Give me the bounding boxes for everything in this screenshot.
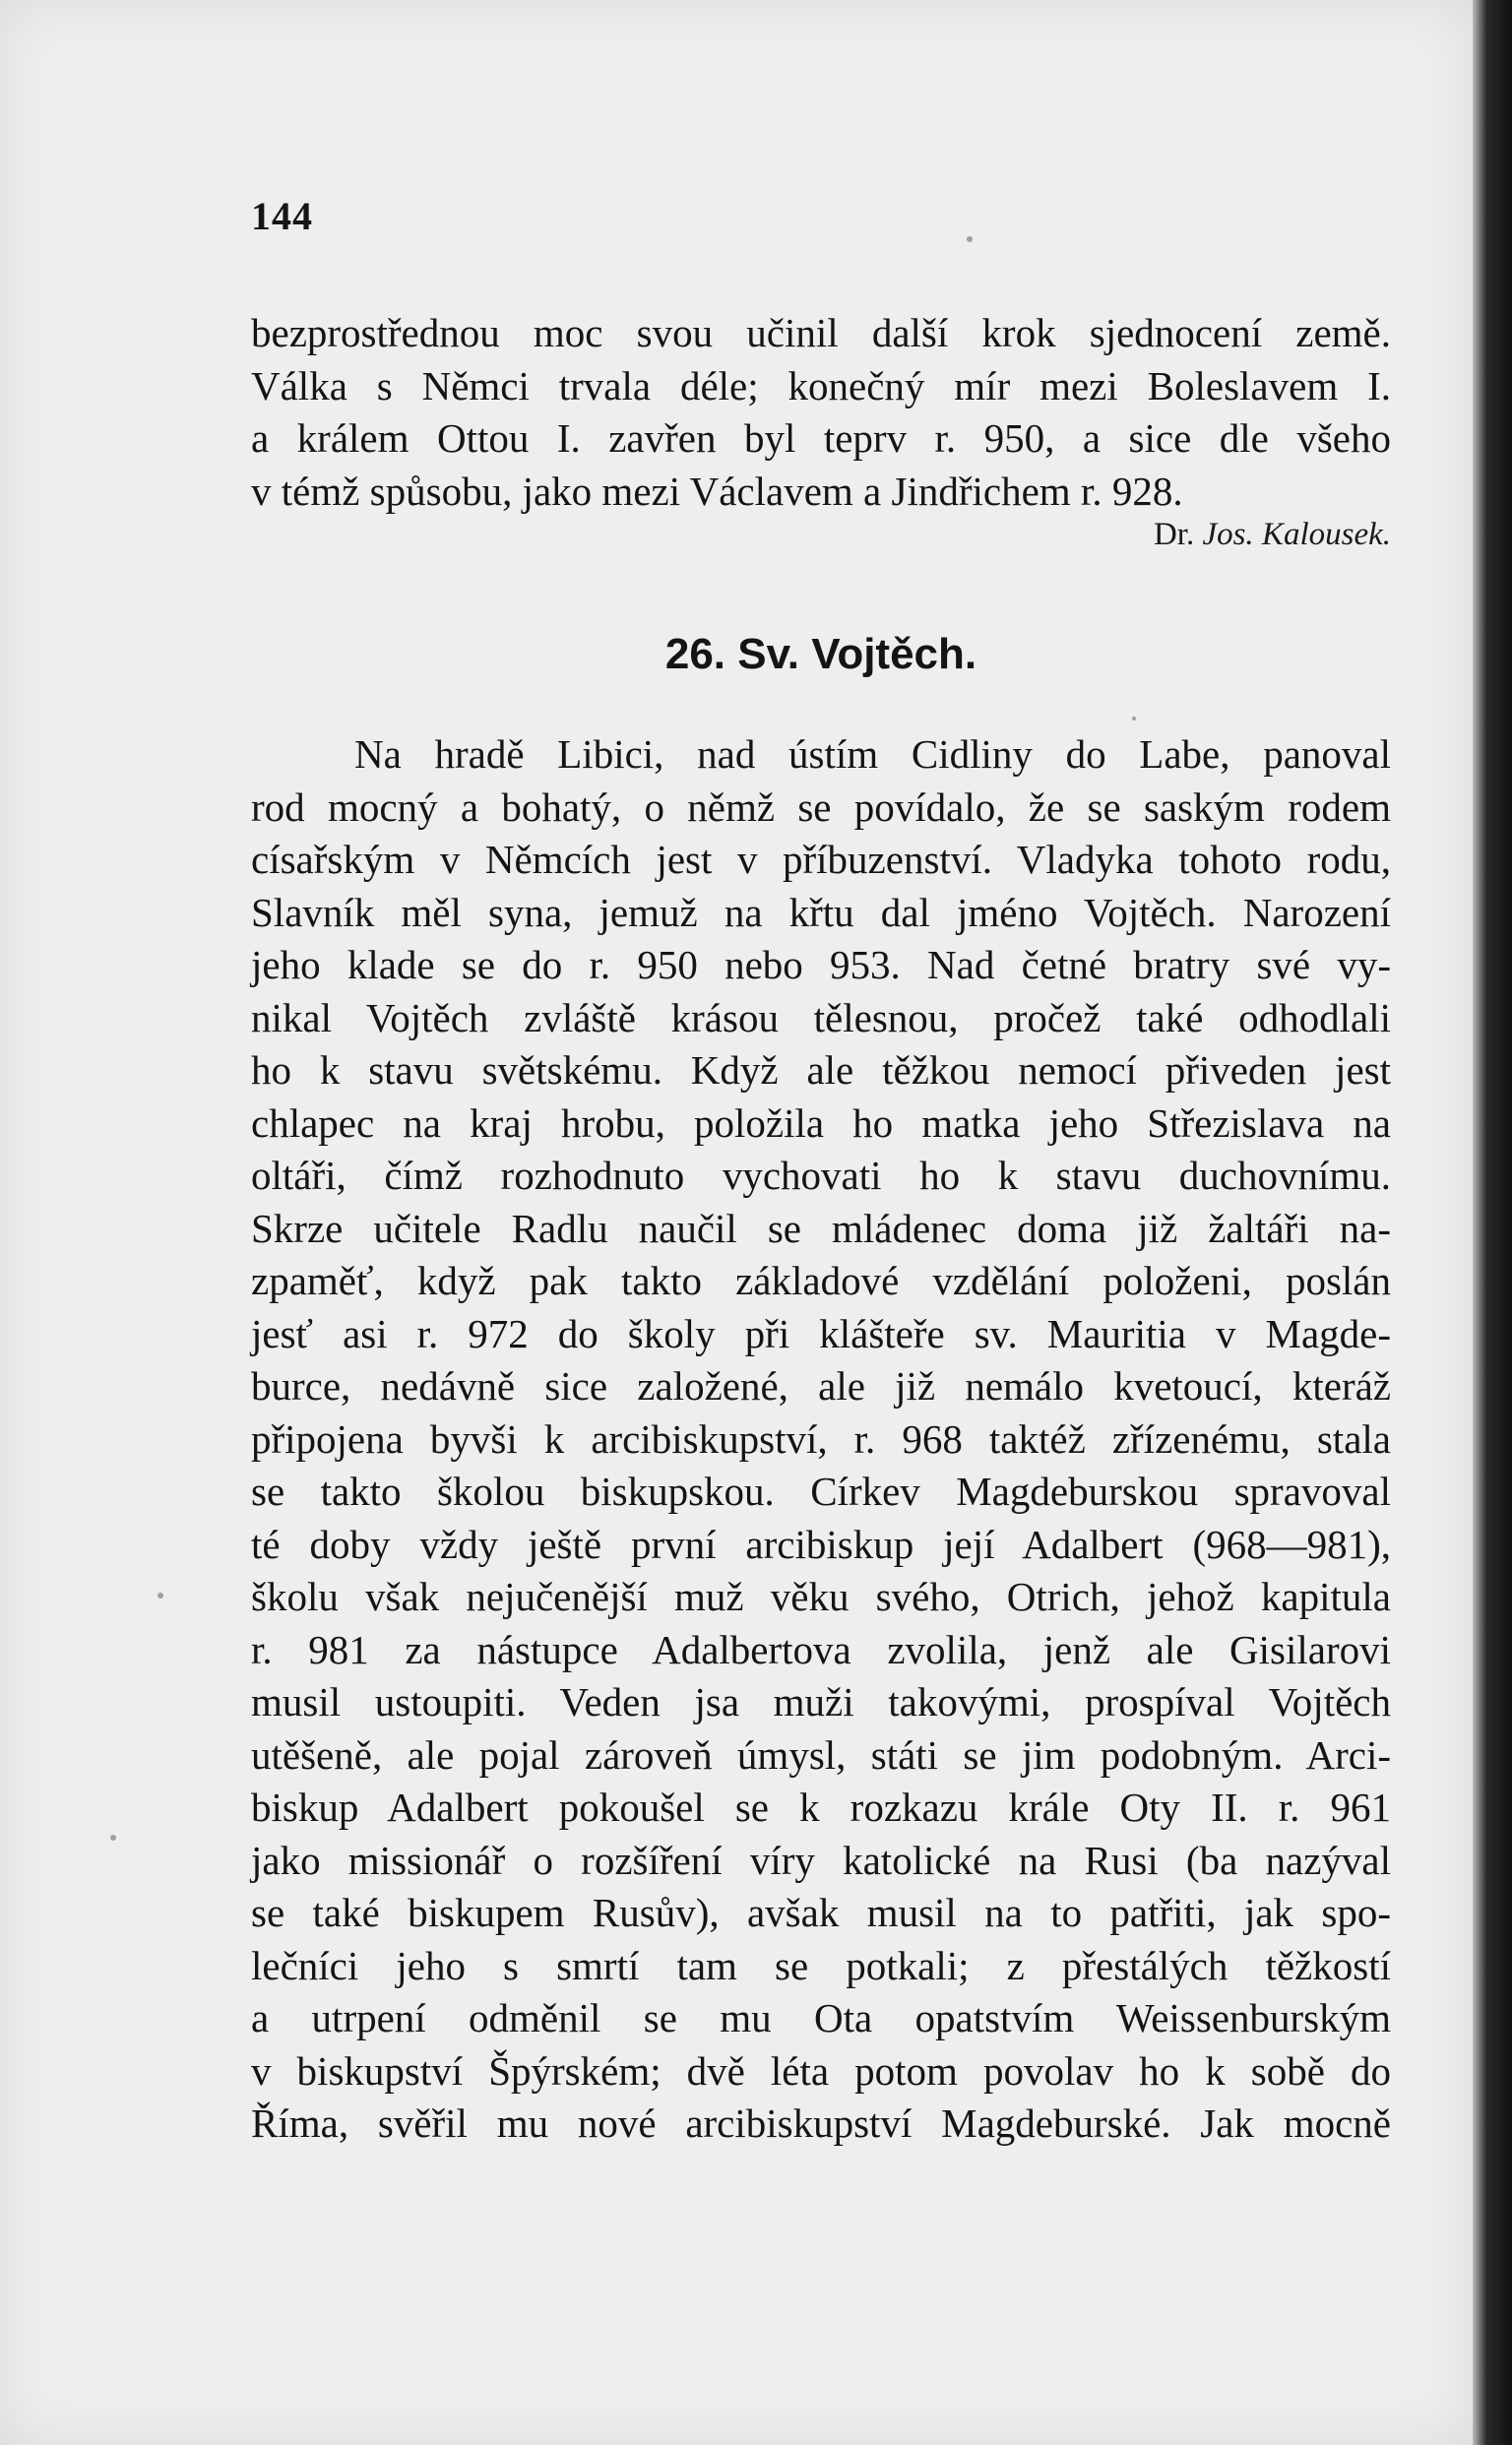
text-line: lečníci jeho s smrtí tam se potkali; z přestálých těžkostí — [251, 1942, 1391, 1988]
text-line: a králem Ottou I. zavřen byl teprv r. 950, a sice dle všeho — [251, 415, 1391, 461]
paper-speck — [967, 236, 973, 242]
page-number: 144 — [251, 194, 313, 238]
text-line: burce, nedávně sice založené, ale již nemálo kvetoucí, kteráž — [251, 1363, 1391, 1409]
text-line: rod mocný a bohatý, o němž se povídalo, že se saským rodem — [251, 784, 1391, 830]
text-line: se takto školou biskupskou. Církev Magdeburskou spravoval — [251, 1469, 1391, 1514]
text-line: bezprostřednou moc svou učinil další krok sjednocení země. — [251, 310, 1391, 355]
text-line: zpaměť, když pak takto základové vzdělání položeni, poslán — [251, 1258, 1391, 1303]
text-line: Na hradě Libici, nad ústím Cidliny do Labe, panoval — [354, 731, 1391, 777]
text-line: v biskupství Špýrském; dvě léta potom povolav ho k sobě do — [251, 2047, 1391, 2094]
paper-speck — [1132, 717, 1136, 721]
paragraph-continuation — [251, 307, 1391, 518]
text-line: se také biskupem Rusův), avšak musil na to patřiti, jak spo- — [251, 1890, 1391, 1935]
paper-speck — [158, 1593, 163, 1599]
book-spine-edge — [1473, 0, 1512, 2445]
paper-speck — [110, 1835, 116, 1841]
text-line: oltáři, čímž rozhodnuto vychovati ho k stavu duchovnímu. — [251, 1153, 1391, 1198]
text-line: chlapec na kraj hrobu, položila ho matka jeho Střezislava na — [251, 1099, 1391, 1146]
text-line: biskup Adalbert pokoušel se k rozkazu krále Oty II. r. 961 — [251, 1785, 1391, 1830]
text-line: jako missionář o rozšíření víry katolické na Rusi (ba nazýval — [251, 1837, 1391, 1883]
text-line: té doby vždy ještě první arcibiskup její Adalbert (968—981), — [251, 1521, 1391, 1567]
signature-prefix: Dr. — [1153, 517, 1195, 552]
text-line: Válka s Němci trvala déle; konečný mír mezi Boleslavem I. — [251, 362, 1391, 408]
text-line: Říma, svěřil mu nové arcibiskupství Magdeburské. Jak mocně — [251, 2100, 1391, 2146]
signature-name: Jos. Kalousek. — [1202, 517, 1391, 552]
author-signature — [251, 517, 1391, 566]
section-heading: 26. Sv. Vojtěch. — [664, 630, 977, 678]
text-line: v témž spůsobu, jako mezi Václavem a Jindřichem r. 928. — [251, 468, 1183, 514]
text-line: Skrze učitele Radlu naučil se mládenec doma již žaltáři na- — [251, 1205, 1391, 1251]
text-line: císařským v Němcích jest v příbuzenství. Vladyka tohoto rodu, — [251, 837, 1391, 882]
text-line: připojena byvši k arcibiskupství, r. 968 taktéž zřízenému, stala — [251, 1415, 1391, 1462]
paragraph-main — [251, 728, 1391, 2151]
text-line: ho k stavu světskému. Když ale těžkou nemocí přiveden jest — [251, 1047, 1391, 1093]
text-line: školu však nejučenější muž věku svého, Otrich, jehož kapitula — [251, 1574, 1391, 1619]
text-line: Slavník měl syna, jemuž na křtu dal jméno Vojtěch. Narození — [251, 889, 1391, 935]
text-line: nikal Vojtěch zvláště krásou tělesnou, pročež také odhodlali — [251, 994, 1391, 1040]
text-line: jesť asi r. 972 do školy při klášteře sv. Mauritia v Magde- — [251, 1310, 1391, 1356]
text-line: musil ustoupiti. Veden jsa muži takovými, prospíval Vojtěch — [251, 1679, 1391, 1724]
text-line: a utrpení odměnil se mu Ota opatstvím Weissenburským — [251, 1995, 1391, 2040]
text-line: utěšeně, ale pojal zároveň úmysl, státi se jim podobným. Arci- — [251, 1731, 1391, 1778]
text-line: jeho klade se do r. 950 nebo 953. Nad četné bratry své vy- — [251, 942, 1391, 987]
text-line: r. 981 za nástupce Adalbertova zvolila, jenž ale Gisilarovi — [251, 1626, 1391, 1672]
